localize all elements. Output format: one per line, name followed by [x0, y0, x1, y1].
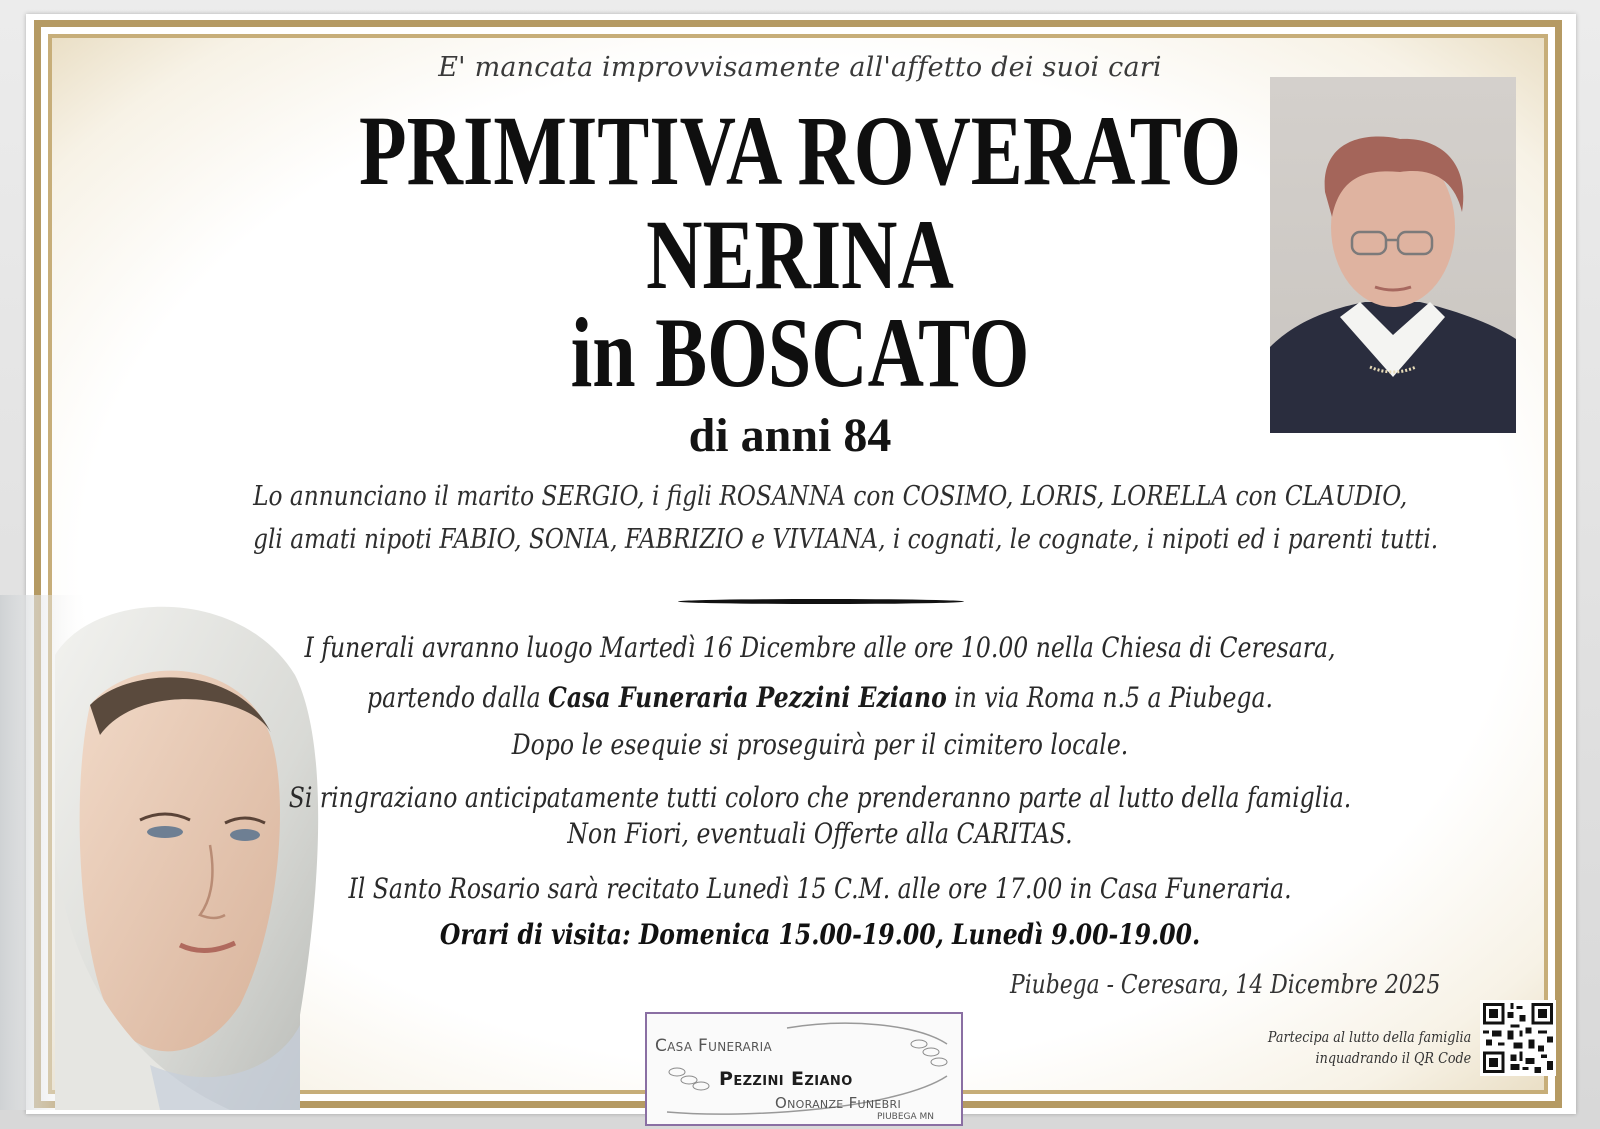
announcement-line1: Lo annunciano il marito SERGIO, i figli ROSANNA con COSIMO, LORIS, LORELLA con CLAUDIO,	[253, 481, 1408, 512]
funeral-line1: I funerali avranno luogo Martedì 16 Dicembre alle ore 10.00 nella Chiesa di Ceresara,	[304, 631, 1336, 664]
logo-line1: Casa Funeraria	[655, 1036, 772, 1056]
visiting-hours: Orari di visita: Domenica 15.00-19.00, Lunedì 9.00-19.00.	[439, 918, 1201, 951]
announcement-line2: gli amati nipoti FABIO, SONIA, FABRIZIO e VIVIANA, i cognati, le cognate, i nipoti ed i parenti tutti.	[253, 524, 1439, 555]
place-date: Piubega - Ceresara, 14 Dicembre 2025	[1009, 970, 1440, 1000]
thanks-line1: Si ringraziano anticipatamente tutti coloro che prenderanno parte al lutto della famiglia.	[288, 781, 1352, 814]
funeral-line2-post: in via Roma n.5 a Piubega.	[946, 681, 1273, 714]
logo-line3: Onoranze Funebri	[775, 1094, 901, 1112]
thanks-line2: Non Fiori, eventuali Offerte alla CARITAS.	[567, 817, 1073, 850]
deceased-name-line2: NERINA	[646, 199, 954, 310]
funeral-home-name: Casa Funeraria Pezzini Eziano	[548, 681, 947, 714]
funeral-line3: Dopo le esequie si proseguirà per il cimitero locale.	[511, 728, 1129, 761]
logo-line2: Pezzini Eziano	[719, 1068, 853, 1090]
qr-code-icon[interactable]	[1480, 1000, 1556, 1076]
rosary-line: Il Santo Rosario sarà recitato Lunedì 15 C.M. alle ore 17.00 in Casa Funeraria.	[348, 872, 1292, 905]
deceased-name-line3: in BOSCATO	[570, 297, 1030, 408]
funeral-line2	[299, 681, 1341, 714]
deceased-age: di anni 84	[688, 409, 892, 462]
deceased-photo	[1270, 77, 1516, 433]
funeral-home-logo	[645, 1012, 963, 1126]
logo-line4: PIUBEGA MN	[877, 1112, 935, 1122]
intro-text: E' mancata improvvisamente all'affetto dei suoi cari	[438, 52, 1162, 83]
deceased-name-line1: PRIMITIVA ROVERATO	[358, 95, 1241, 206]
funeral-line2-pre: partendo dalla	[367, 681, 549, 714]
qr-caption	[1268, 1027, 1471, 1069]
qr-caption-line1: Partecipa al lutto della famiglia	[1267, 1028, 1471, 1046]
madonna-image	[0, 595, 330, 1110]
qr-caption-line2: inquadrando il QR Code	[1315, 1049, 1471, 1067]
divider	[678, 599, 964, 604]
